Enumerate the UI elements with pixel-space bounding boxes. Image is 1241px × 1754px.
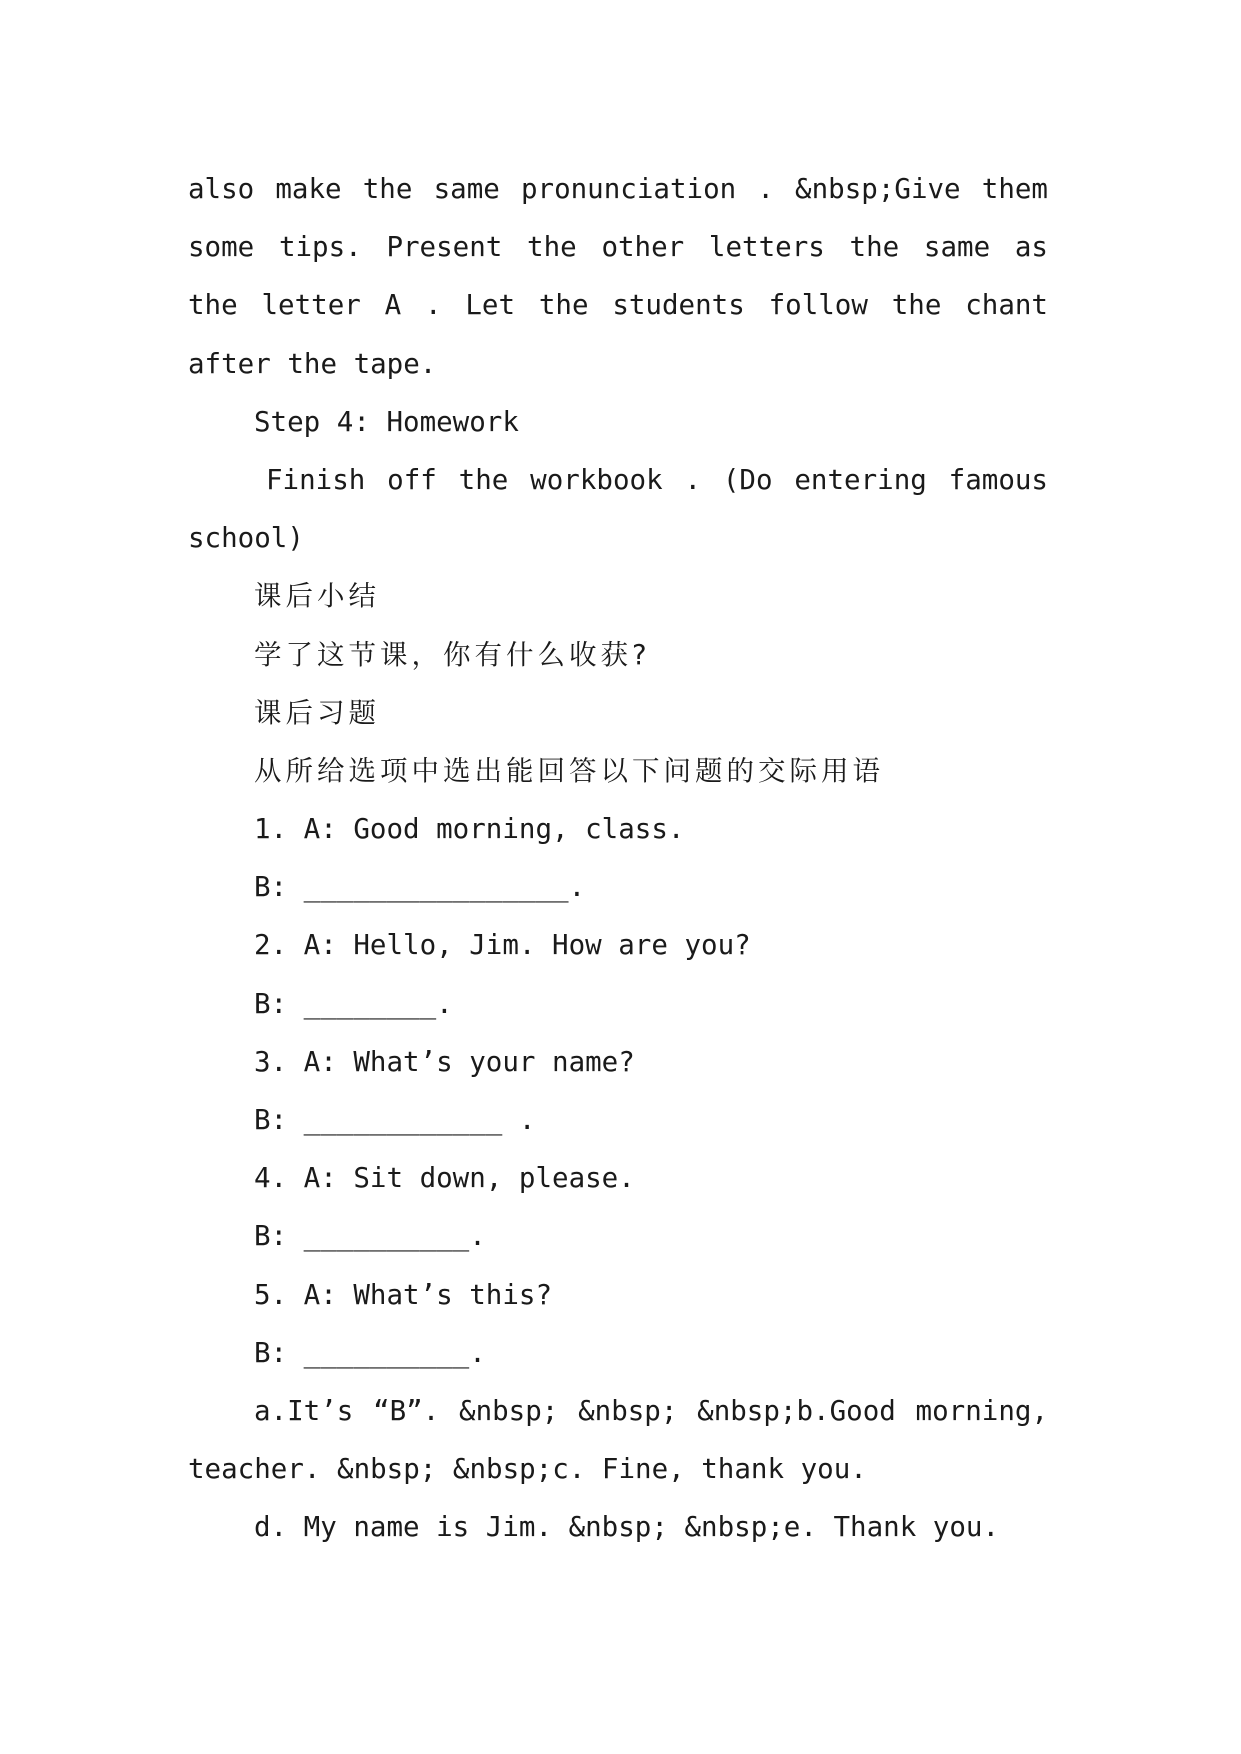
exercise-answer-blank: B: __________. bbox=[254, 1336, 486, 1369]
section-heading-summary: 课后小结 bbox=[254, 580, 380, 613]
answer-options: a.It’s “B”. &nbsp; &nbsp; &nbsp;b.Good morning, bbox=[254, 1394, 1048, 1427]
paragraph-line: some tips. Present the other letters the same as bbox=[188, 231, 1048, 264]
exercise-question: 2. A: Hello, Jim. How are you? bbox=[254, 929, 751, 962]
step-heading: Step 4: Homework bbox=[254, 405, 519, 438]
exercise-instruction: 从所给选项中选出能回答以下问题的交际用语 bbox=[254, 754, 884, 787]
exercise-answer-blank: B: ____________ . bbox=[254, 1104, 536, 1136]
answer-options: teacher. &nbsp; &nbsp;c. Fine, thank you. bbox=[188, 1453, 867, 1486]
paragraph-line: the letter A . Let the students follow the chant bbox=[188, 289, 1048, 322]
paragraph-line: also make the same pronunciation . &nbsp;Give them bbox=[188, 173, 1048, 205]
exercise-question: 1. A: Good morning, class. bbox=[254, 813, 685, 846]
paragraph-line: after the tape. bbox=[188, 347, 437, 380]
paragraph-line: Finish off the workbook . (Do entering famous bbox=[266, 463, 1048, 496]
section-heading-exercises: 课后习题 bbox=[254, 696, 380, 729]
exercise-question: 4. A: Sit down, please. bbox=[254, 1162, 635, 1195]
paragraph-line: school) bbox=[188, 522, 304, 555]
exercise-question: 5. A: What’s this? bbox=[254, 1278, 553, 1311]
exercise-question: 3. A: What’s your name? bbox=[254, 1045, 635, 1078]
document-page bbox=[188, 160, 1048, 1557]
answer-options: d. My name is Jim. &nbsp; &nbsp;e. Thank you. bbox=[254, 1511, 1000, 1544]
exercise-answer-blank: B: __________. bbox=[254, 1220, 486, 1253]
exercise-answer-blank: B: ________. bbox=[254, 987, 453, 1020]
summary-question: 学了这节课，你有什么收获? bbox=[254, 638, 651, 671]
exercise-answer-blank: B: ________________. bbox=[254, 871, 586, 904]
